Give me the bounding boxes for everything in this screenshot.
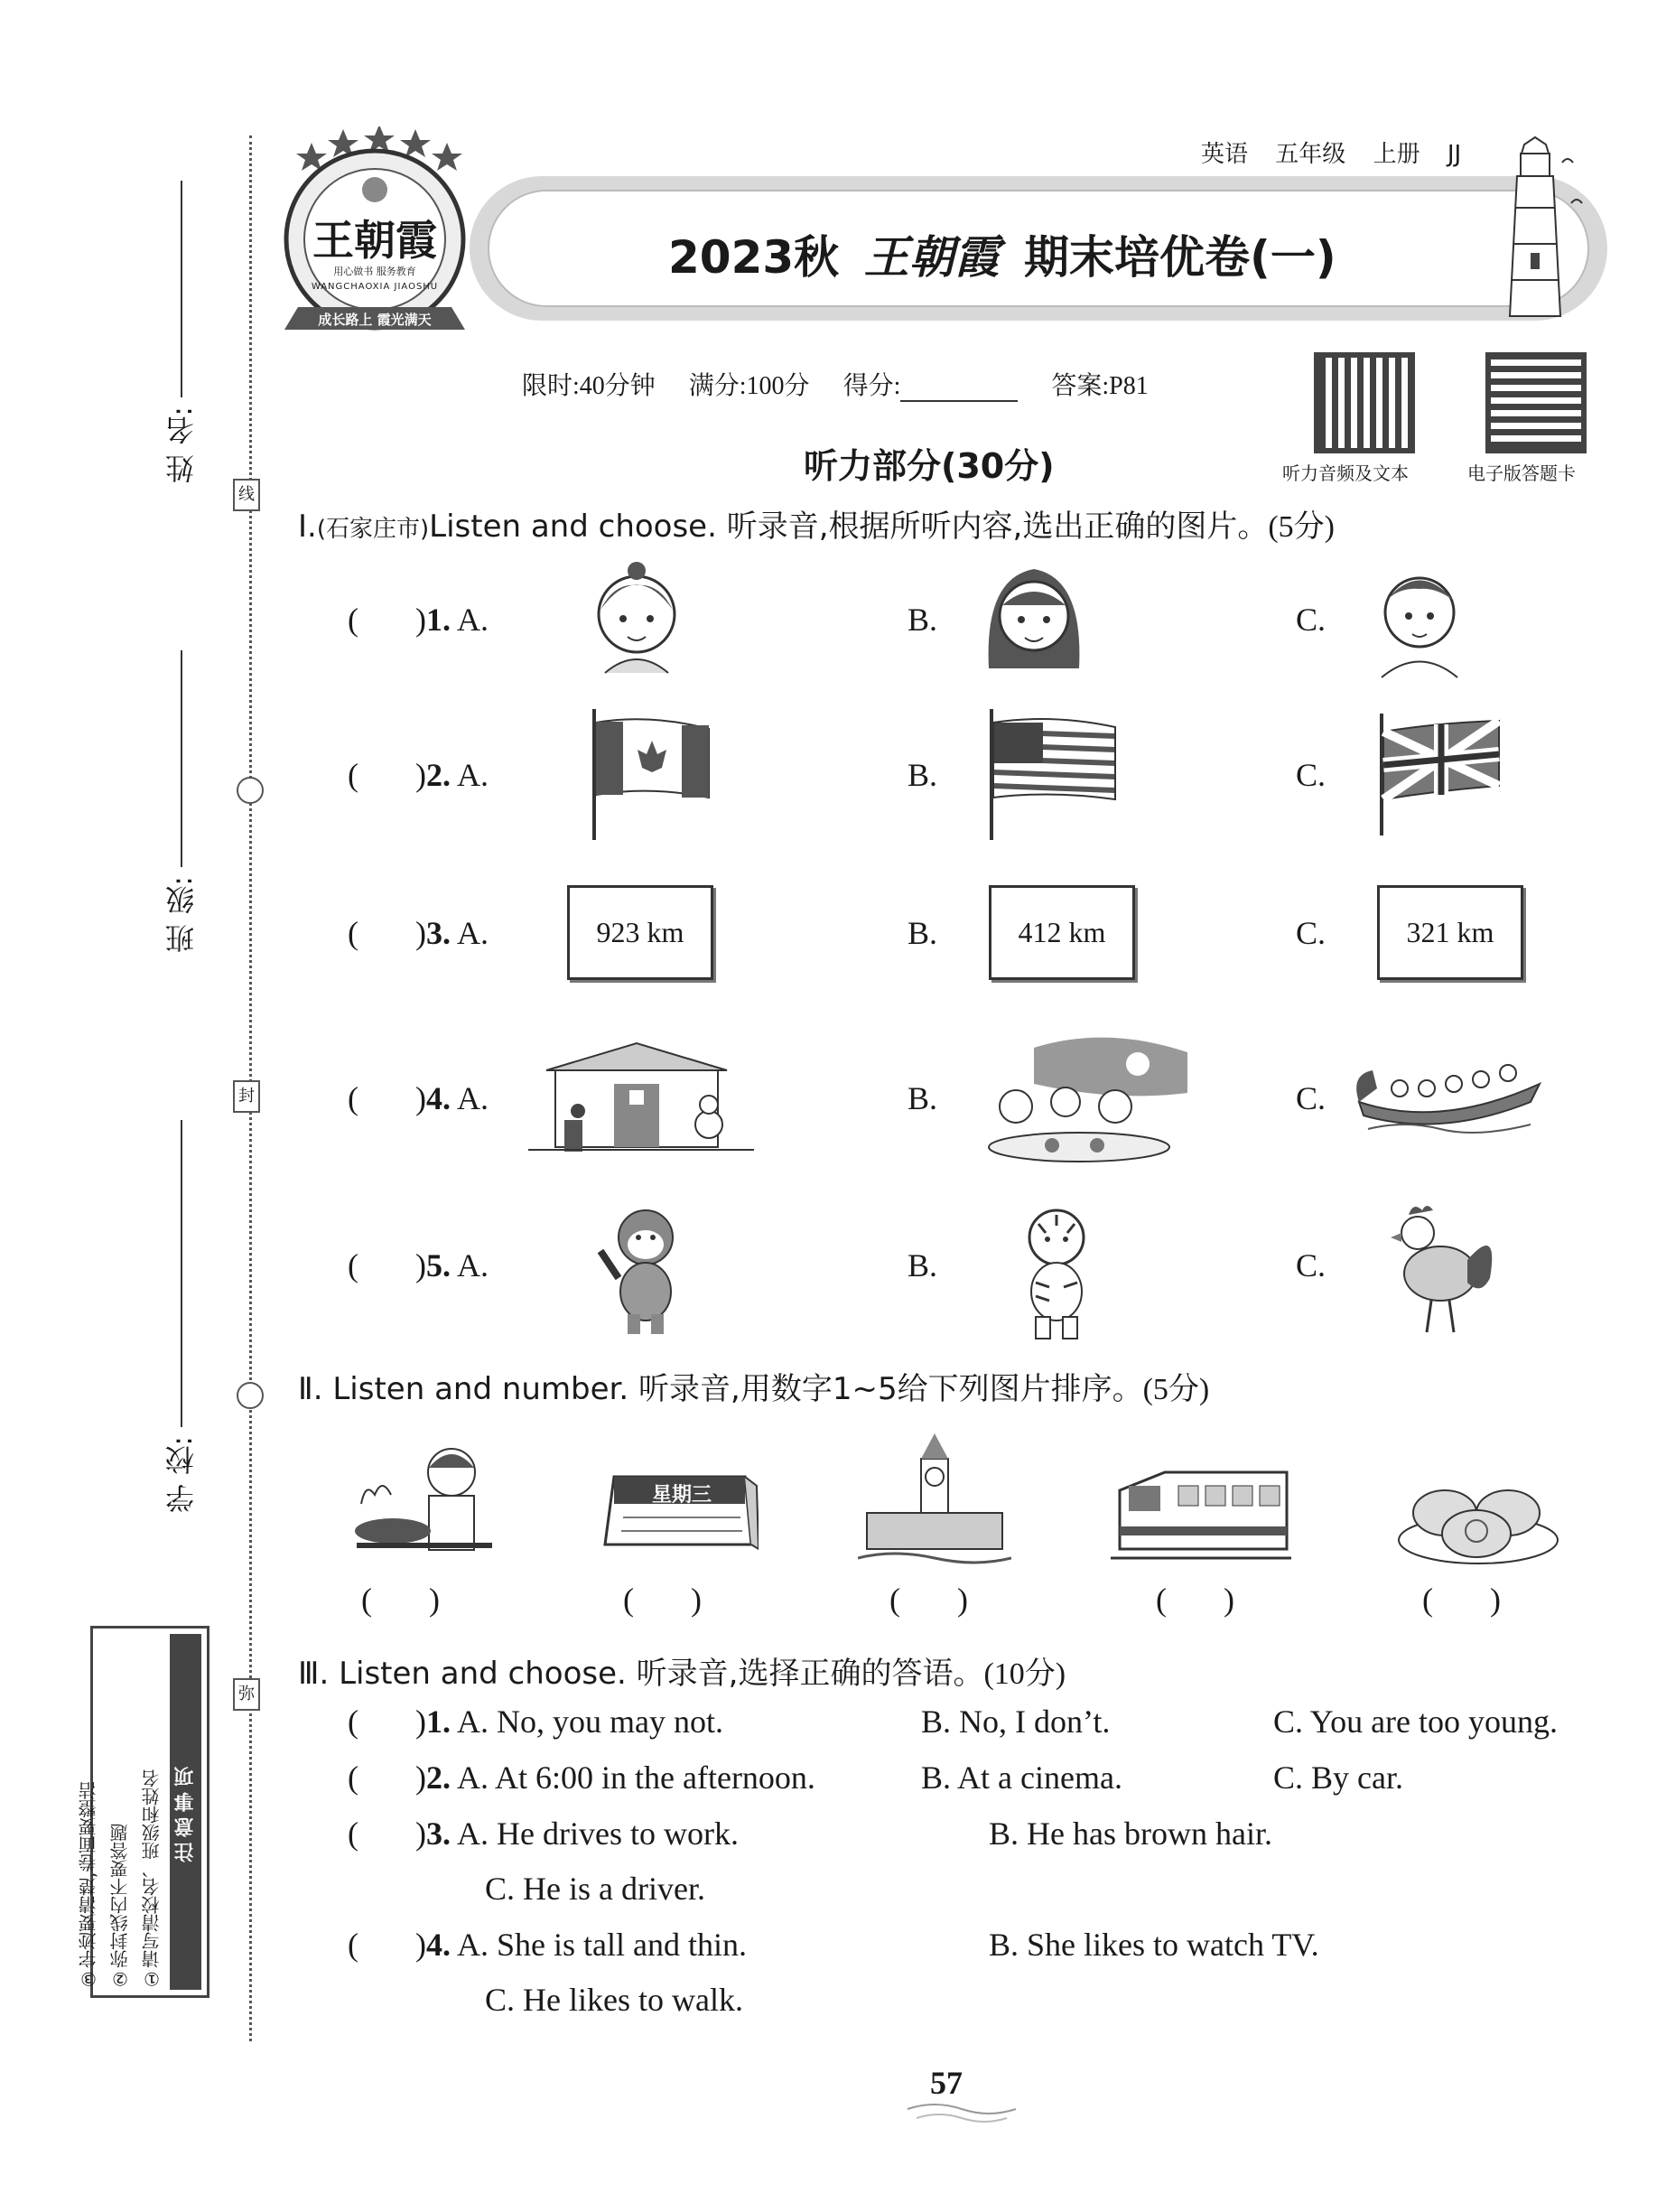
option-b: B. He has brown hair. [989,1815,1272,1852]
name-label: 姓 名: [164,406,199,483]
name-underline[interactable] [181,181,182,397]
option-label-a: A. [457,1080,489,1116]
section2-heading [298,1364,1209,1408]
section1-points: (5分) [1268,510,1335,544]
decorative-face-icon [237,777,264,804]
rank-bracket[interactable]: ( ) [361,1582,440,1618]
logo-banner: 成长路上 霞光满天 [318,312,432,328]
page-number: 57 [930,2065,963,2101]
spring-festival-image[interactable] [528,1034,754,1156]
qr-caption-answer: 电子版答题卡 [1467,462,1576,484]
question-number: 2. [425,1759,451,1796]
seal-mark-seal: 封 [233,1080,260,1113]
page-title [668,221,1336,286]
section1-numeral: Ⅰ. [298,509,317,545]
volume: 上册 [1373,141,1420,168]
school-label: 学 校: [164,1436,199,1513]
qr-caption-audio: 听力音频及文本 [1282,462,1409,484]
option-label-a: A. [457,602,489,638]
boy-cooking-image[interactable] [343,1436,497,1572]
option-label-a: A. [457,915,489,951]
question-row [348,1815,739,1853]
full-score: 满分:100分 [688,372,810,400]
option-label-b: B. [908,757,938,793]
question-row [348,1759,815,1797]
question-row [348,1246,489,1284]
section1-source: (石家庄市) [316,516,430,543]
note-item: ①请写清校名、班级和姓名 [141,1769,163,1990]
girl-long-hair-image[interactable] [980,551,1088,682]
train-image[interactable] [1111,1454,1291,1567]
answer-bracket[interactable]: ( ) [348,1927,426,1963]
question-number: 1. [425,602,451,638]
section1-heading [298,501,1335,546]
note-item: ②弥封线内不要答题 [109,1824,131,1990]
section3-numeral: Ⅲ. [298,1656,330,1692]
option-label-b: B. [908,1247,938,1283]
grade: 五年级 [1275,141,1346,168]
distance-card-a[interactable]: 923 km [567,885,713,980]
section2-points: (5分) [1142,1373,1210,1406]
option-label-c: C. [1296,757,1327,793]
edition: JJ [1447,141,1462,168]
answer-bracket[interactable]: ( ) [348,1080,426,1116]
brand-logo [271,126,479,343]
answer-bracket[interactable]: ( ) [348,915,426,951]
distance-card-c[interactable]: 321 km [1377,885,1523,980]
time-limit: 限时:40分钟 [522,372,656,400]
question-row [348,1703,723,1741]
rank-bracket[interactable]: ( ) [889,1582,968,1618]
question-row [348,1079,489,1117]
answer-bracket[interactable]: ( ) [348,1759,426,1796]
question-number: 1. [425,1703,451,1740]
question-number: 3. [425,1815,451,1852]
title-brand: 王朝霞 [863,230,1000,284]
option-c: C. He is a driver. [485,1871,705,1907]
option-b: B. At a cinema. [921,1759,1122,1796]
option-a: A. He drives to work. [457,1815,739,1852]
option-c: C. You are too young. [1273,1703,1559,1740]
logo-pinyin: WANGCHAOXIA JIAOSHU [311,282,439,292]
option-c: C. By car. [1273,1759,1403,1796]
rank-bracket[interactable]: ( ) [1156,1582,1234,1618]
note-item: ③字迹要清楚,卷面要整洁 [78,1781,99,1990]
option-label-a: A. [457,1247,489,1283]
question-number: 4. [425,1927,451,1963]
listening-section-title: 听力部分(30分) [804,446,1055,486]
uk-flag-image[interactable] [1373,714,1503,835]
option-a: A. At 6:00 in the afternoon. [457,1759,815,1796]
logo-slogan [312,264,438,278]
boy-image[interactable] [1373,551,1467,682]
question-number: 2. [425,757,451,793]
seal-mark-sealed: 弥 [233,1678,260,1711]
distance-card-b[interactable]: 412 km [989,885,1135,980]
option-label-a: A. [457,757,489,793]
wave-decoration-icon [903,2100,1020,2127]
rooster-image[interactable] [1382,1197,1503,1341]
rank-bracket[interactable]: ( ) [1422,1582,1501,1618]
answer-bracket[interactable]: ( ) [348,602,426,638]
logo-name: 王朝霞 [312,216,437,265]
option-label-b: B. [908,602,938,638]
question-number: 4. [425,1080,451,1116]
rank-bracket[interactable]: ( ) [623,1582,702,1618]
option-b: B. She likes to watch TV. [989,1927,1319,1963]
option-label-c: C. [1296,915,1327,951]
qr-code-answer-sheet[interactable] [1485,352,1587,453]
monkey-image[interactable] [591,1201,700,1337]
option-label-c: C. [1296,1080,1327,1116]
notes-title: 注意事项 [170,1634,201,1990]
question-row [348,601,489,639]
option-label-c: C. [1296,602,1327,638]
question-number: 3. [425,915,451,951]
lighthouse-icon [1481,135,1589,325]
question-row [348,914,489,952]
section3-points: (10分) [983,1657,1066,1691]
score-label: 得分: [842,372,901,400]
logo-slogan-2: 服务教育 [376,266,416,277]
logo-slogan-1: 用心做书 [333,266,374,277]
answer-ref: 答案:P81 [1051,372,1149,400]
option-label-b: B. [908,915,938,951]
canada-flag-image[interactable] [587,709,713,840]
calendar-image[interactable] [596,1459,759,1563]
question-row [348,1926,747,1964]
question-row [348,756,489,794]
option-a: A. No, you may not. [457,1703,723,1740]
section3-instruction: Listen and choose. 听录音,选择正确的答语。 [339,1656,984,1692]
mooncakes-image[interactable] [1395,1463,1562,1567]
calendar-text: 星期三 [651,1484,712,1507]
option-a: A. She is tall and thin. [457,1927,747,1963]
class-label: 班 级: [164,876,199,953]
notes-box [78,1626,209,1998]
seal-mark-line: 线 [233,479,260,511]
section3-heading [298,1648,1066,1693]
big-ben-image[interactable] [858,1432,1011,1572]
school-field [154,1120,208,1554]
answer-bracket[interactable]: ( ) [348,757,426,793]
school-underline[interactable] [181,1120,182,1427]
decorative-face-icon [237,1382,264,1409]
subject: 英语 [1201,141,1249,168]
option-b: B. No, I don’t. [921,1703,1111,1740]
qr-code-audio[interactable] [1314,352,1415,453]
question-number: 5. [425,1247,451,1283]
option-label-b: B. [908,1080,938,1116]
girl-short-hair-image[interactable] [587,551,686,677]
score-input[interactable] [900,378,1018,402]
subject-info [1201,135,1461,169]
answer-bracket[interactable]: ( ) [348,1815,426,1852]
mid-autumn-family-image[interactable] [980,1030,1192,1165]
section2-instruction: Listen and number. 听录音,用数字1~5给下列图片排序。 [332,1371,1143,1407]
class-field [154,650,208,994]
name-field [154,181,208,524]
answer-bracket[interactable]: ( ) [348,1703,426,1740]
option-label-c: C. [1296,1247,1327,1283]
class-underline[interactable] [181,650,182,867]
section1-instruction: Listen and choose. 听录音,根据所听内容,选出正确的图片。 [429,509,1269,545]
tiger-image[interactable] [998,1201,1115,1341]
exam-meta [522,366,1149,402]
title-rest: 期末培优卷(一) [1024,231,1336,284]
title-year: 2023秋 [668,231,840,284]
usa-flag-image[interactable] [984,709,1120,840]
section2-numeral: Ⅱ. [298,1371,323,1407]
answer-bracket[interactable]: ( ) [348,1247,426,1283]
option-c: C. He likes to walk. [485,1982,743,2018]
dragon-boat-image[interactable] [1350,1039,1544,1138]
